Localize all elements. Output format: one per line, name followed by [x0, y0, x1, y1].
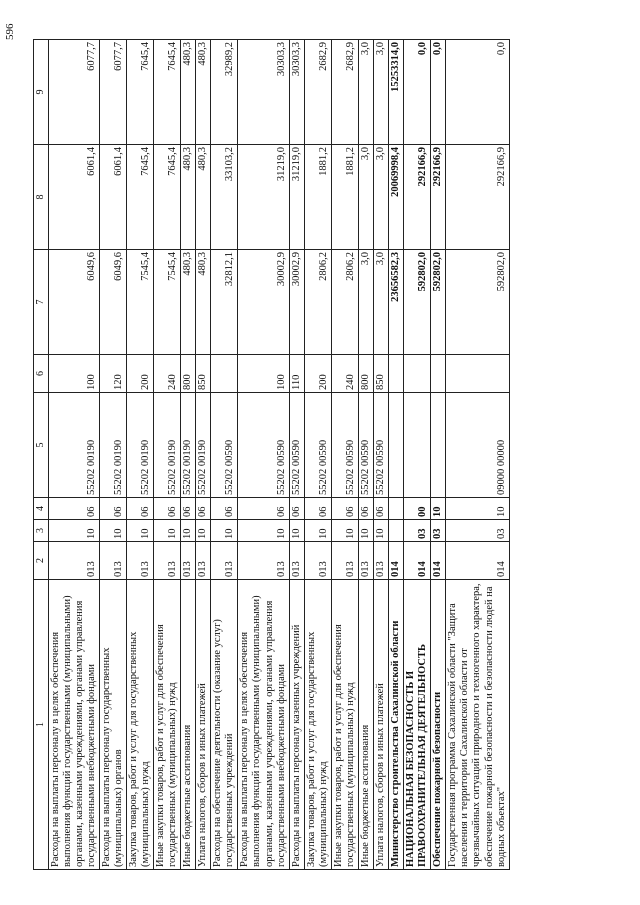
code-cell: 06 [48, 498, 99, 520]
amount-cell: 3,0 [358, 40, 373, 145]
code-cell: 013 [304, 542, 331, 580]
code-cell: 013 [99, 542, 126, 580]
amount-cell: 480,3 [196, 145, 211, 250]
page-number: 596 [4, 23, 16, 40]
amount-cell: 6061,4 [48, 145, 99, 250]
amount-cell: 3,0 [374, 40, 389, 145]
amount-cell: 7545,4 [126, 250, 153, 355]
code-cell: 10 [446, 498, 509, 520]
code-cell: 014 [404, 542, 431, 580]
row-name-cell: Иные бюджетные ассигнования [181, 580, 196, 870]
code-cell [389, 355, 404, 393]
code-cell: 06 [126, 498, 153, 520]
code-cell [389, 393, 404, 498]
code-cell: 013 [238, 542, 289, 580]
code-cell: 06 [181, 498, 196, 520]
amount-cell: 31219,0 [238, 145, 289, 250]
row-name-cell: Уплата налогов, сборов и иных платежей [374, 580, 389, 870]
code-cell: 013 [289, 542, 304, 580]
code-cell [404, 355, 431, 393]
code-cell: 800 [181, 355, 196, 393]
table-row [238, 40, 289, 870]
code-cell: 10 [196, 520, 211, 542]
code-cell: 55202 00590 [238, 393, 289, 498]
table-row [374, 40, 389, 870]
row-name-cell: Расходы на выплаты персоналу казенных учреждений [289, 580, 304, 870]
code-cell: 110 [289, 355, 304, 393]
code-cell: 55202 00590 [358, 393, 373, 498]
code-cell: 06 [304, 498, 331, 520]
amount-cell: 3,0 [374, 145, 389, 250]
row-name-cell: Расходы на обеспечение деятельности (оказание услуг) государственных учреждений [211, 580, 238, 870]
header-cell: 1 [34, 580, 49, 870]
code-cell: 06 [358, 498, 373, 520]
table-row [358, 40, 373, 870]
code-cell [389, 498, 404, 520]
code-cell: 100 [238, 355, 289, 393]
code-cell: 014 [431, 542, 446, 580]
amount-cell: 480,3 [196, 40, 211, 145]
code-cell: 03 [431, 520, 446, 542]
code-cell: 10 [181, 520, 196, 542]
table-row [446, 40, 509, 870]
code-cell: 10 [99, 520, 126, 542]
row-name-cell: Иные закупки товаров, работ и услуг для обеспечения государственных (муниципальных) нужд [154, 580, 181, 870]
amount-cell: 23656582,3 [389, 250, 404, 355]
code-cell: 55202 00190 [48, 393, 99, 498]
row-name-cell: Расходы на выплаты персоналу в целях обеспечения выполнения функций государственными (муниципальными) органами, казенными учреждениями, органами управления государственными внебюджетными фондами [48, 580, 99, 870]
code-cell: 10 [331, 520, 358, 542]
amount-cell: 1881,2 [304, 145, 331, 250]
table-row [154, 40, 181, 870]
amount-cell: 6061,4 [99, 145, 126, 250]
code-cell: 55202 00590 [331, 393, 358, 498]
code-cell: 06 [331, 498, 358, 520]
code-cell: 013 [331, 542, 358, 580]
amount-cell: 31219,0 [289, 145, 304, 250]
amount-cell: 30303,3 [238, 40, 289, 145]
amount-cell: 3,0 [358, 250, 373, 355]
row-name-cell: Закупка товаров, работ и услуг для государственных (муниципальных) нужд [304, 580, 331, 870]
code-cell: 200 [126, 355, 153, 393]
code-cell: 00 [404, 498, 431, 520]
code-cell [431, 393, 446, 498]
code-cell: 09000 00000 [446, 393, 509, 498]
amount-cell: 3,0 [374, 250, 389, 355]
code-cell: 10 [289, 520, 304, 542]
code-cell: 06 [154, 498, 181, 520]
amount-cell: 480,3 [181, 145, 196, 250]
code-cell [389, 520, 404, 542]
amount-cell: 15253314,0 [389, 40, 404, 145]
amount-cell: 292166,9 [404, 145, 431, 250]
code-cell: 10 [304, 520, 331, 542]
code-cell: 100 [48, 355, 99, 393]
row-name-cell: Министерство строительства Сахалинской области [389, 580, 404, 870]
amount-cell: 30303,3 [289, 40, 304, 145]
code-cell: 014 [389, 542, 404, 580]
code-cell: 240 [154, 355, 181, 393]
table-row [126, 40, 153, 870]
code-cell: 55202 00190 [154, 393, 181, 498]
amount-cell: 2682,9 [304, 40, 331, 145]
code-cell: 06 [99, 498, 126, 520]
code-cell: 120 [99, 355, 126, 393]
code-cell [431, 355, 446, 393]
code-cell: 013 [126, 542, 153, 580]
amount-cell: 292166,9 [431, 145, 446, 250]
table-row [211, 40, 238, 870]
amount-cell: 480,3 [181, 40, 196, 145]
code-cell: 06 [238, 498, 289, 520]
code-cell: 10 [374, 520, 389, 542]
table-row [48, 40, 99, 870]
code-cell: 200 [304, 355, 331, 393]
code-cell: 800 [358, 355, 373, 393]
amount-cell: 480,3 [181, 250, 196, 355]
amount-cell: 480,3 [196, 250, 211, 355]
amount-cell: 592802,0 [446, 250, 509, 355]
header-cell: 5 [34, 393, 49, 498]
code-cell: 10 [238, 520, 289, 542]
table-row [289, 40, 304, 870]
table-row [196, 40, 211, 870]
code-cell: 10 [126, 520, 153, 542]
header-cell: 2 [34, 542, 49, 580]
row-name-cell: Уплата налогов, сборов и иных платежей [196, 580, 211, 870]
table-row [181, 40, 196, 870]
code-cell: 850 [374, 355, 389, 393]
code-cell: 013 [374, 542, 389, 580]
code-cell: 013 [211, 542, 238, 580]
amount-cell: 6049,6 [99, 250, 126, 355]
code-cell: 06 [196, 498, 211, 520]
code-cell: 10 [48, 520, 99, 542]
code-cell: 03 [446, 520, 509, 542]
code-cell: 55202 00590 [304, 393, 331, 498]
row-name-cell: Иные закупки товаров, работ и услуг для обеспечения государственных (муниципальных) нужд [331, 580, 358, 870]
header-cell: 7 [34, 250, 49, 355]
code-cell: 55202 00190 [99, 393, 126, 498]
code-cell: 014 [446, 542, 509, 580]
amount-cell: 32812,1 [211, 250, 238, 355]
row-name-cell: Расходы на выплаты персоналу государственных (муниципальных) органов [99, 580, 126, 870]
header-cell: 9 [34, 40, 49, 145]
amount-cell: 592802,0 [431, 250, 446, 355]
code-cell: 10 [154, 520, 181, 542]
row-name-cell: Закупка товаров, работ и услуг для государственных (муниципальных) нужд [126, 580, 153, 870]
code-cell: 55202 00590 [289, 393, 304, 498]
table-row [431, 40, 446, 870]
amount-cell: 1881,2 [331, 145, 358, 250]
amount-cell: 0,0 [431, 40, 446, 145]
header-cell: 6 [34, 355, 49, 393]
header-cell: 3 [34, 520, 49, 542]
code-cell: 013 [154, 542, 181, 580]
code-cell: 10 [358, 520, 373, 542]
row-name-cell: Расходы на выплаты персоналу в целях обеспечения выполнения функций государственными (муниципальными) органами, казенными учреждениями, органами управления государственными внебюджетными фондами [238, 580, 289, 870]
code-cell: 55202 00590 [374, 393, 389, 498]
header-cell: 4 [34, 498, 49, 520]
row-name-cell: НАЦИОНАЛЬНАЯ БЕЗОПАСНОСТЬ И ПРАВООХРАНИТЕЛЬНАЯ ДЕЯТЕЛЬНОСТЬ [404, 580, 431, 870]
amount-cell: 2806,2 [304, 250, 331, 355]
code-cell: 240 [331, 355, 358, 393]
amount-cell: 592802,0 [404, 250, 431, 355]
amount-cell: 0,0 [404, 40, 431, 145]
amount-cell: 7545,4 [154, 250, 181, 355]
amount-cell: 2682,9 [331, 40, 358, 145]
code-cell: 55202 00590 [211, 393, 238, 498]
amount-cell: 6077,7 [99, 40, 126, 145]
code-cell: 850 [196, 355, 211, 393]
amount-cell: 0,0 [446, 40, 509, 145]
amount-cell: 7645,4 [154, 145, 181, 250]
code-cell: 10 [431, 498, 446, 520]
rotated-table-sheet [33, 40, 608, 870]
header-row [34, 40, 49, 870]
amount-cell: 7645,4 [126, 40, 153, 145]
table-row [331, 40, 358, 870]
budget-table [33, 39, 510, 870]
code-cell: 013 [181, 542, 196, 580]
code-cell: 013 [196, 542, 211, 580]
row-name-cell: Обеспечение пожарной безопасности [431, 580, 446, 870]
amount-cell: 32989,2 [211, 40, 238, 145]
code-cell: 55202 00190 [126, 393, 153, 498]
code-cell [211, 355, 238, 393]
amount-cell: 30002,9 [289, 250, 304, 355]
code-cell [446, 355, 509, 393]
amount-cell: 6077,7 [48, 40, 99, 145]
amount-cell: 2806,2 [331, 250, 358, 355]
code-cell: 10 [211, 520, 238, 542]
code-cell: 55202 00190 [181, 393, 196, 498]
amount-cell: 30002,9 [238, 250, 289, 355]
amount-cell: 33103,2 [211, 145, 238, 250]
row-name-cell: Иные бюджетные ассигнования [358, 580, 373, 870]
amount-cell: 3,0 [358, 145, 373, 250]
table-row [389, 40, 404, 870]
code-cell: 03 [404, 520, 431, 542]
code-cell: 013 [358, 542, 373, 580]
amount-cell: 292166,9 [446, 145, 509, 250]
code-cell: 06 [211, 498, 238, 520]
code-cell: 013 [48, 542, 99, 580]
table-body [48, 40, 509, 870]
row-name-cell: Государственная программа Сахалинской области "Защита населения и территории Сахалинской области от чрезвычайных ситуаций природного и техногенного характера, обеспечение пожарной безопасности и безопасности людей на водных объектах" [446, 580, 509, 870]
amount-cell: 20069998,4 [389, 145, 404, 250]
code-cell: 06 [289, 498, 304, 520]
amount-cell: 7645,4 [126, 145, 153, 250]
amount-cell: 7645,4 [154, 40, 181, 145]
code-cell [404, 393, 431, 498]
header-cell: 8 [34, 145, 49, 250]
table-row [304, 40, 331, 870]
amount-cell: 6049,6 [48, 250, 99, 355]
code-cell: 55202 00190 [196, 393, 211, 498]
table-row [404, 40, 431, 870]
code-cell: 06 [374, 498, 389, 520]
table-row [99, 40, 126, 870]
